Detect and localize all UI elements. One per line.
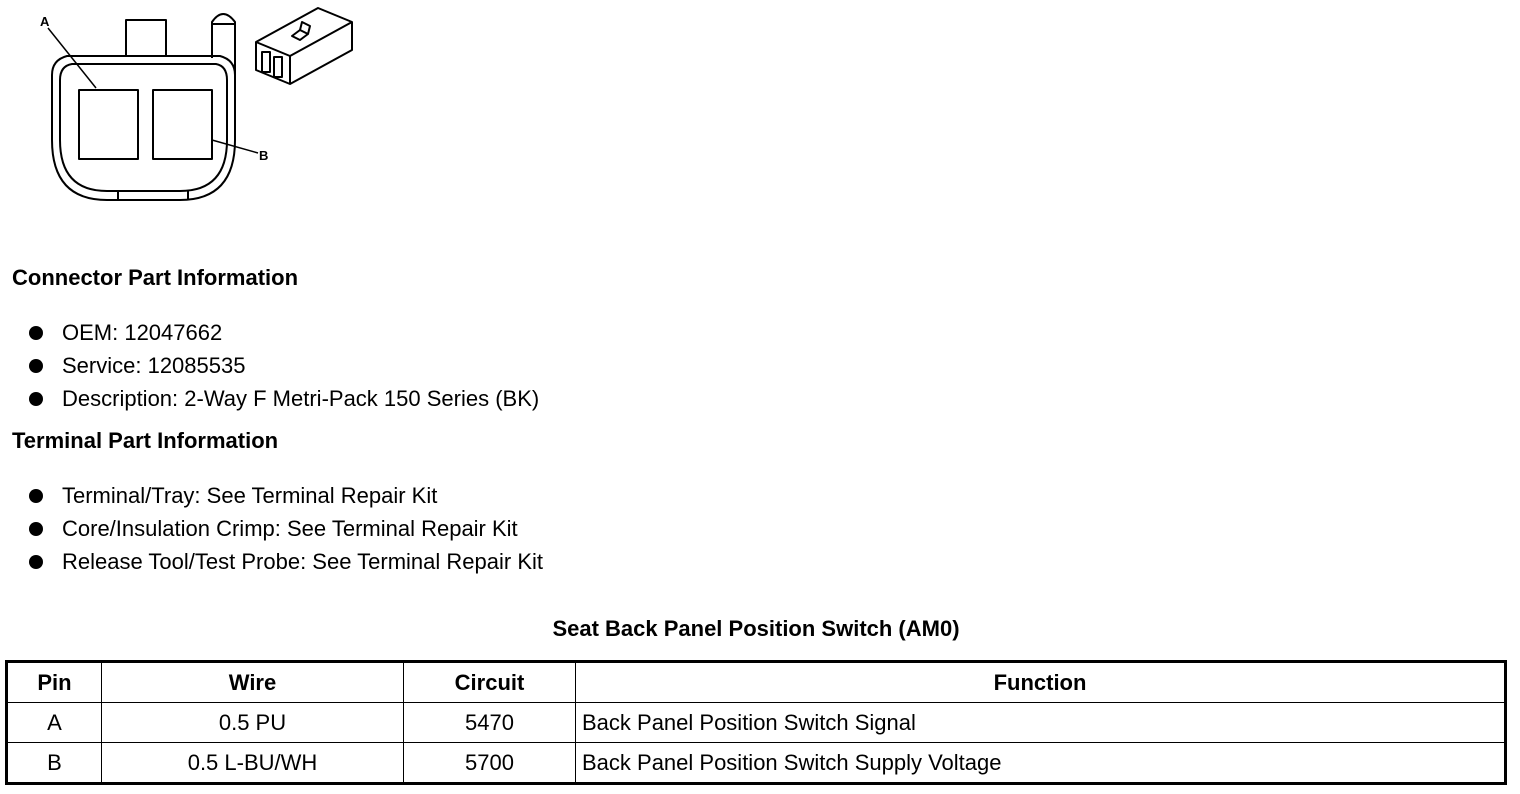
oem-part-number: OEM: 12047662 <box>62 320 223 345</box>
connector-description: Description: 2-Way F Metri-Pack 150 Series (BK) <box>62 386 540 411</box>
release-tool-info: Release Tool/Test Probe: See Terminal Repair Kit <box>62 549 543 574</box>
header-circuit: Circuit <box>404 662 576 703</box>
crimp-info: Core/Insulation Crimp: See Terminal Repair Kit <box>62 516 518 541</box>
terminal-part-info-list <box>28 479 543 578</box>
pin-cell: B <box>7 743 102 784</box>
pin-table <box>5 660 1507 785</box>
header-pin: Pin <box>7 662 102 703</box>
bullet-icon <box>29 359 43 373</box>
bullet-icon <box>29 522 43 536</box>
circuit-cell: 5470 <box>404 703 576 743</box>
terminal-part-info-heading: Terminal Part Information <box>12 428 279 453</box>
function-cell: Back Panel Position Switch Signal <box>576 703 1506 743</box>
list-item <box>28 382 539 415</box>
list-item <box>28 479 543 512</box>
function-cell: Back Panel Position Switch Supply Voltage <box>576 743 1506 784</box>
pin-table-title: Seat Back Panel Position Switch (AM0) <box>552 616 960 641</box>
table-header-row <box>7 662 1506 703</box>
wire-cell: 0.5 L-BU/WH <box>102 743 404 784</box>
bullet-icon <box>29 392 43 406</box>
service-part-number: Service: 12085535 <box>62 353 246 378</box>
bullet-icon <box>29 489 43 503</box>
list-item <box>28 316 539 349</box>
pin-label-a: A <box>40 14 50 29</box>
terminal-tray-info: Terminal/Tray: See Terminal Repair Kit <box>62 483 438 508</box>
list-item <box>28 545 543 578</box>
connector-diagram <box>0 0 380 215</box>
list-item <box>28 512 543 545</box>
connector-part-info-heading: Connector Part Information <box>12 265 299 290</box>
bullet-icon <box>29 555 43 569</box>
pin-cell: A <box>7 703 102 743</box>
cavity-a <box>79 90 138 159</box>
header-wire: Wire <box>102 662 404 703</box>
header-function: Function <box>576 662 1506 703</box>
pin-label-b: B <box>259 148 269 163</box>
wire-cell: 0.5 PU <box>102 703 404 743</box>
table-row <box>7 703 1506 743</box>
circuit-cell: 5700 <box>404 743 576 784</box>
list-item <box>28 349 539 382</box>
connector-part-info-list <box>28 316 539 415</box>
table-row <box>7 743 1506 784</box>
bullet-icon <box>29 326 43 340</box>
cavity-b <box>153 90 212 159</box>
